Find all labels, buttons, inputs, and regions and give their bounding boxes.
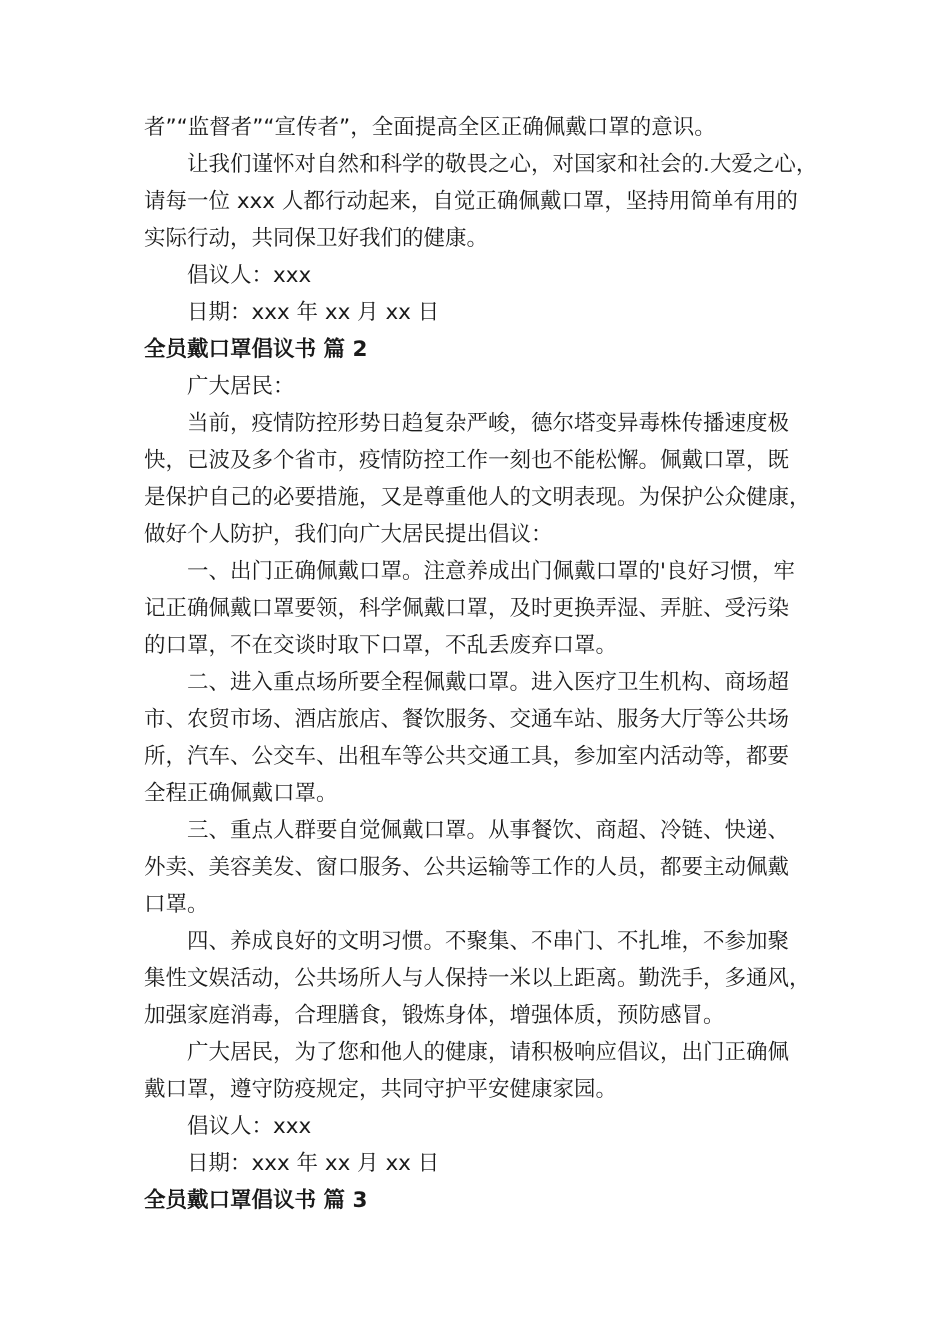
text-line: 二、进入重点场所要全程佩戴口罩。进入医疗卫生机构、商场超: [187, 670, 790, 695]
text-line: 外卖、美容美发、窗口服务、公共运输等工作的人员，都要主动佩戴: [144, 855, 790, 880]
text-line: 口罩。: [144, 892, 209, 917]
text-line: 倡议人：xxx: [187, 263, 312, 288]
text-line: 全程正确佩戴口罩。: [144, 781, 338, 806]
text-line: 日期：xxx 年 xx 月 xx 日: [187, 1151, 440, 1176]
text-line: 是保护自己的必要措施，又是尊重他人的文明表现。为保护公众健康，: [144, 485, 811, 510]
text-line: 所，汽车、公交车、出租车等公共交通工具，参加室内活动等，都要: [144, 744, 790, 769]
text-line: 的口罩，不在交谈时取下口罩，不乱丢废弃口罩。: [144, 633, 618, 658]
text-line: 快，已波及多个省市，疫情防控工作一刻也不能松懈。佩戴口罩，既: [144, 448, 790, 473]
text-line: 实际行动，共同保卫好我们的健康。: [144, 226, 489, 251]
text-line: 一、出门正确佩戴口罩。注意养成出门佩戴口罩的'良好习惯，牢: [187, 559, 795, 584]
text-line: 日期：xxx 年 xx 月 xx 日: [187, 300, 440, 325]
section-heading: 全员戴口罩倡议书 篇 2: [144, 337, 368, 362]
text-line: 请每一位 xxx 人都行动起来，自觉正确佩戴口罩，坚持用简单有用的: [144, 189, 798, 214]
text-line: 广大居民，为了您和他人的健康，请积极响应倡议，出门正确佩: [187, 1040, 790, 1065]
text-line: 三、重点人群要自觉佩戴口罩。从事餐饮、商超、冷链、快递、: [187, 818, 790, 843]
text-line: 做好个人防护，我们向广大居民提出倡议：: [144, 522, 553, 547]
text-line: 市、农贸市场、酒店旅店、餐饮服务、交通车站、服务大厅等公共场: [144, 707, 790, 732]
text-line: 者”“监督者”“宣传者”，全面提高全区正确佩戴口罩的意识。: [144, 115, 716, 140]
text-line: 倡议人：xxx: [187, 1114, 312, 1139]
document-page: [144, 109, 828, 1219]
section-heading: 全员戴口罩倡议书 篇 3: [144, 1188, 368, 1213]
text-line: 当前，疫情防控形势日趋复杂严峻，德尔塔变异毒株传播速度极: [187, 411, 790, 436]
text-line: 记正确佩戴口罩要领，科学佩戴口罩，及时更换弄湿、弄脏、受污染: [144, 596, 790, 621]
text-line: 加强家庭消毒，合理膳食，锻炼身体，增强体质，预防感冒。: [144, 1003, 725, 1028]
text-line: 让我们谨怀对自然和科学的敬畏之心，对国家和社会的.大爱之心，: [187, 152, 818, 177]
text-line: 广大居民：: [187, 374, 295, 399]
text-line: 戴口罩，遵守防疫规定，共同守护平安健康家园。: [144, 1077, 618, 1102]
text-line: 四、养成良好的文明习惯。不聚集、不串门、不扎堆，不参加聚: [187, 929, 790, 954]
text-line: 集性文娱活动，公共场所人与人保持一米以上距离。勤洗手，多通风，: [144, 966, 811, 991]
